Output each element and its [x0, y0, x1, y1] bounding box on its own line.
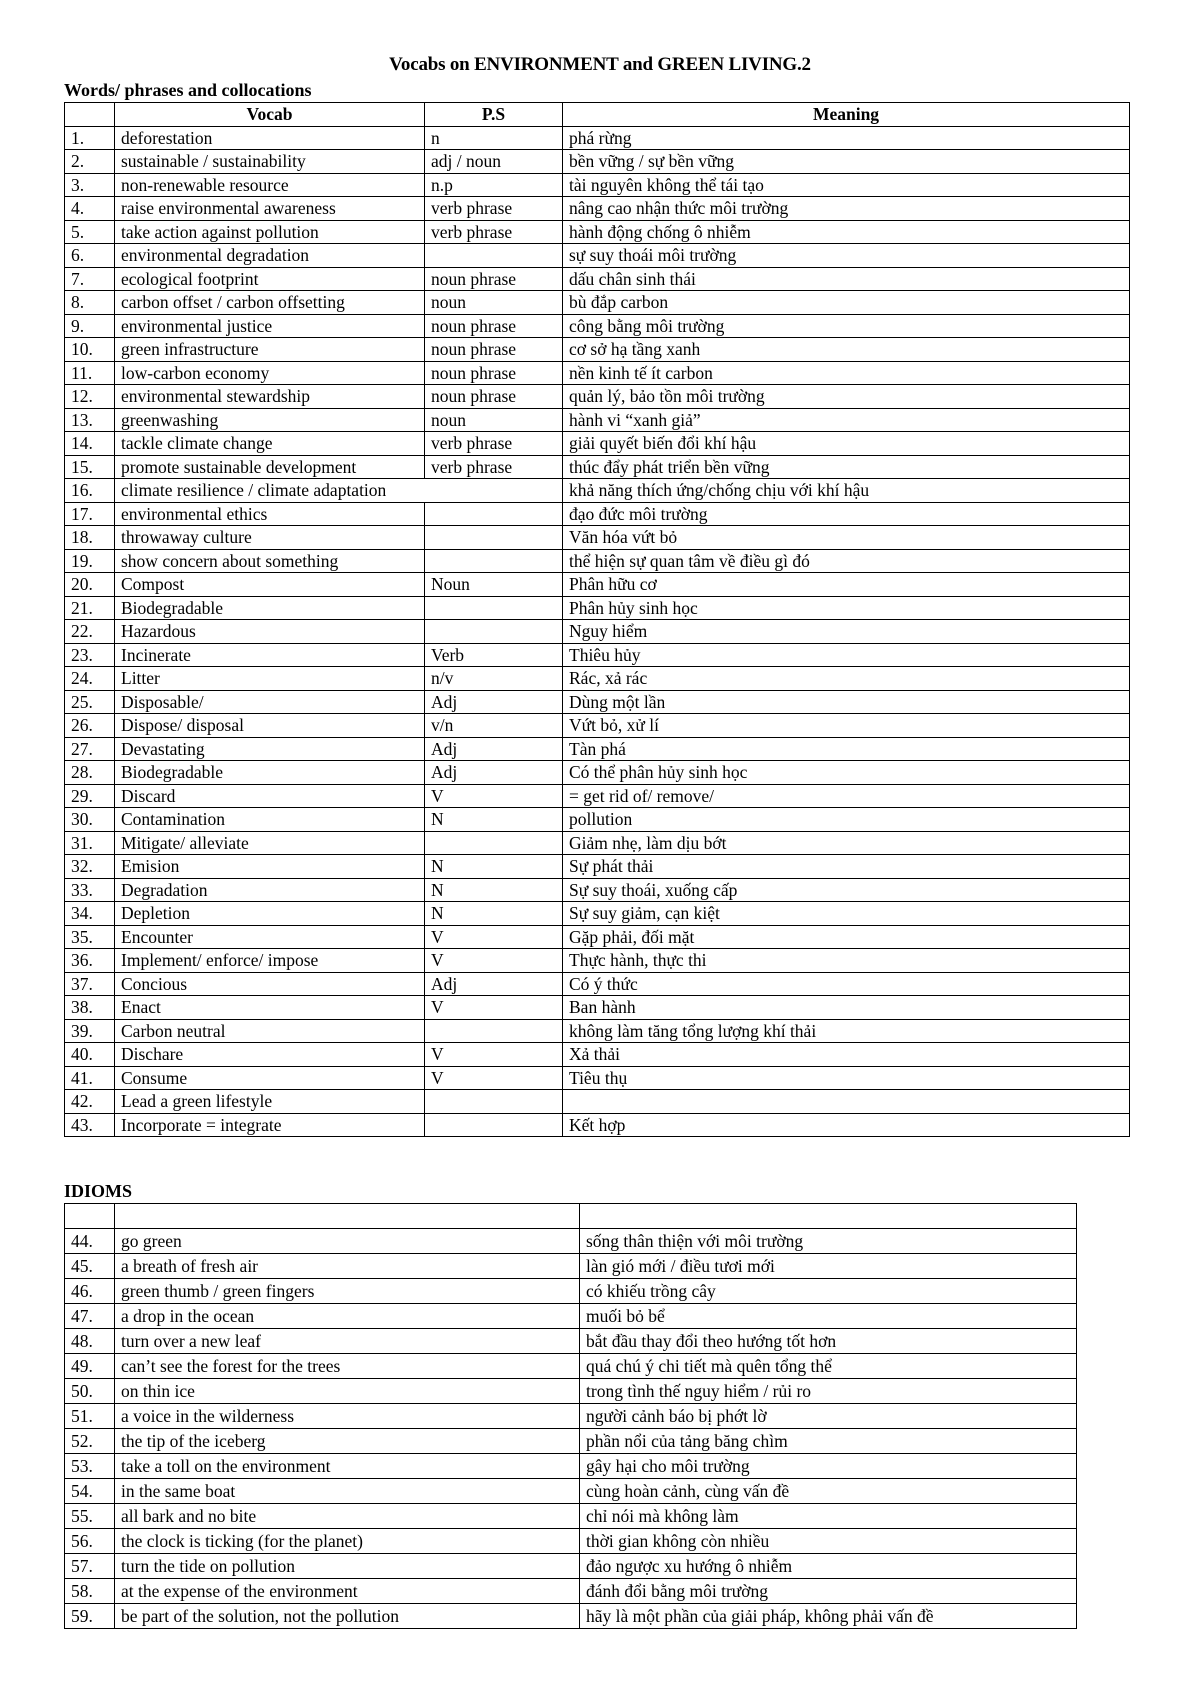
- row-number: 39.: [65, 1019, 115, 1043]
- part-of-speech: verb phrase: [425, 197, 563, 221]
- part-of-speech: [425, 1113, 563, 1137]
- table-row: [65, 126, 1130, 150]
- table-row: [65, 714, 1130, 738]
- table-row: [65, 949, 1130, 973]
- idioms-table: [64, 1203, 1077, 1629]
- idiom-meaning: có khiếu trồng cây: [580, 1279, 1077, 1304]
- table-row: [65, 291, 1130, 315]
- vocab-term: Dischare: [115, 1043, 425, 1067]
- part-of-speech: [425, 549, 563, 573]
- row-number: 38.: [65, 996, 115, 1020]
- vocab-term: Disposable/: [115, 690, 425, 714]
- meaning: hành vi “xanh giả”: [563, 408, 1130, 432]
- part-of-speech: Verb: [425, 643, 563, 667]
- table-row: [65, 1019, 1130, 1043]
- vocab-term: Incorporate = integrate: [115, 1113, 425, 1137]
- row-number: 55.: [65, 1504, 115, 1529]
- row-number: 51.: [65, 1404, 115, 1429]
- part-of-speech: noun phrase: [425, 314, 563, 338]
- row-number: 53.: [65, 1454, 115, 1479]
- part-of-speech: noun: [425, 408, 563, 432]
- table-row: [65, 220, 1130, 244]
- row-number: 24.: [65, 667, 115, 691]
- table-row: [65, 267, 1130, 291]
- vocab-term: Contamination: [115, 808, 425, 832]
- meaning: bù đắp carbon: [563, 291, 1130, 315]
- row-number: 47.: [65, 1304, 115, 1329]
- idiom-meaning: đánh đổi bằng môi trường: [580, 1579, 1077, 1604]
- part-of-speech: V: [425, 1066, 563, 1090]
- part-of-speech: verb phrase: [425, 220, 563, 244]
- idiom: on thin ice: [115, 1379, 580, 1404]
- table-row: [65, 432, 1130, 456]
- part-of-speech: Adj: [425, 690, 563, 714]
- part-of-speech: [425, 596, 563, 620]
- table-row: [65, 197, 1130, 221]
- idiom-meaning: đảo ngược xu hướng ô nhiễm: [580, 1554, 1077, 1579]
- row-number: 10.: [65, 338, 115, 362]
- idiom-meaning: quá chú ý chi tiết mà quên tổng thể: [580, 1354, 1077, 1379]
- meaning: Rác, xả rác: [563, 667, 1130, 691]
- row-number: 42.: [65, 1090, 115, 1114]
- section-heading-idioms: IDIOMS: [64, 1181, 133, 1201]
- row-number: 57.: [65, 1554, 115, 1579]
- part-of-speech: [425, 502, 563, 526]
- vocab-term: green infrastructure: [115, 338, 425, 362]
- meaning: Có thể phân hủy sinh học: [563, 761, 1130, 785]
- row-number: 35.: [65, 925, 115, 949]
- idiom: at the expense of the environment: [115, 1579, 580, 1604]
- vocab-term: climate resilience / climate adaptation: [115, 479, 425, 503]
- idiom-meaning: sống thân thiện với môi trường: [580, 1229, 1077, 1254]
- idiom: green thumb / green fingers: [115, 1279, 580, 1304]
- table-row: [65, 1404, 1077, 1429]
- meaning: công bằng môi trường: [563, 314, 1130, 338]
- header-vocab: Vocab: [115, 103, 425, 127]
- table-row: [65, 902, 1130, 926]
- row-number: 27.: [65, 737, 115, 761]
- table-row: [65, 831, 1130, 855]
- row-number: 8.: [65, 291, 115, 315]
- part-of-speech: noun phrase: [425, 267, 563, 291]
- part-of-speech: N: [425, 855, 563, 879]
- table-row: [65, 855, 1130, 879]
- vocab-term: greenwashing: [115, 408, 425, 432]
- meaning: Giảm nhẹ, làm dịu bớt: [563, 831, 1130, 855]
- table-row: [65, 1329, 1077, 1354]
- header-meaning: Meaning: [563, 103, 1130, 127]
- vocab-term: Incinerate: [115, 643, 425, 667]
- vocab-term: show concern about something: [115, 549, 425, 573]
- vocab-term: Litter: [115, 667, 425, 691]
- part-of-speech: [425, 479, 563, 503]
- row-number: 52.: [65, 1429, 115, 1454]
- meaning: tài nguyên không thể tái tạo: [563, 173, 1130, 197]
- part-of-speech: noun phrase: [425, 361, 563, 385]
- part-of-speech: [425, 1019, 563, 1043]
- table-row: [65, 1043, 1130, 1067]
- row-number: 34.: [65, 902, 115, 926]
- part-of-speech: [425, 620, 563, 644]
- table-row: [65, 996, 1130, 1020]
- row-number: 11.: [65, 361, 115, 385]
- table-row: [65, 1113, 1130, 1137]
- table-row: [65, 1254, 1077, 1279]
- part-of-speech: adj / noun: [425, 150, 563, 174]
- vocab-term: Encounter: [115, 925, 425, 949]
- vocab-term: Emision: [115, 855, 425, 879]
- meaning: Nguy hiểm: [563, 620, 1130, 644]
- part-of-speech: [425, 244, 563, 268]
- row-number: 13.: [65, 408, 115, 432]
- part-of-speech: N: [425, 902, 563, 926]
- part-of-speech: N: [425, 808, 563, 832]
- table-row: [65, 808, 1130, 832]
- row-number: 9.: [65, 314, 115, 338]
- idiom: the clock is ticking (for the planet): [115, 1529, 580, 1554]
- idiom: turn over a new leaf: [115, 1329, 580, 1354]
- vocab-term: Mitigate/ alleviate: [115, 831, 425, 855]
- vocab-term: sustainable / sustainability: [115, 150, 425, 174]
- table-row: [65, 385, 1130, 409]
- row-number: 40.: [65, 1043, 115, 1067]
- row-number: 36.: [65, 949, 115, 973]
- vocab-term: raise environmental awareness: [115, 197, 425, 221]
- vocab-term: environmental stewardship: [115, 385, 425, 409]
- row-number: 30.: [65, 808, 115, 832]
- table-row: [65, 1379, 1077, 1404]
- table-row: [65, 1066, 1130, 1090]
- table-row: [65, 1554, 1077, 1579]
- part-of-speech: Adj: [425, 761, 563, 785]
- row-number: 43.: [65, 1113, 115, 1137]
- page-title: Vocabs on ENVIRONMENT and GREEN LIVING.2: [389, 54, 811, 75]
- row-number: 12.: [65, 385, 115, 409]
- row-number: 18.: [65, 526, 115, 550]
- row-number: 20.: [65, 573, 115, 597]
- meaning: quản lý, bảo tồn môi trường: [563, 385, 1130, 409]
- meaning: Thực hành, thực thi: [563, 949, 1130, 973]
- table-row: [65, 361, 1130, 385]
- meaning: Sự suy giảm, cạn kiệt: [563, 902, 1130, 926]
- idiom-meaning: gây hại cho môi trường: [580, 1454, 1077, 1479]
- part-of-speech: [425, 1090, 563, 1114]
- idiom: a breath of fresh air: [115, 1254, 580, 1279]
- idioms-blank-row: [65, 1204, 1077, 1229]
- table-row: [65, 408, 1130, 432]
- meaning: không làm tăng tổng lượng khí thải: [563, 1019, 1130, 1043]
- row-number: 29.: [65, 784, 115, 808]
- table-row: [65, 573, 1130, 597]
- vocab-term: tackle climate change: [115, 432, 425, 456]
- part-of-speech: noun phrase: [425, 338, 563, 362]
- row-number: 41.: [65, 1066, 115, 1090]
- row-number: 23.: [65, 643, 115, 667]
- vocab-term: Degradation: [115, 878, 425, 902]
- idiom: can’t see the forest for the trees: [115, 1354, 580, 1379]
- meaning: phá rừng: [563, 126, 1130, 150]
- vocab-term: Dispose/ disposal: [115, 714, 425, 738]
- meaning: [563, 1090, 1130, 1114]
- idiom-meaning: muối bỏ bể: [580, 1304, 1077, 1329]
- row-number: 4.: [65, 197, 115, 221]
- row-number: 25.: [65, 690, 115, 714]
- part-of-speech: [425, 526, 563, 550]
- meaning: Thiêu hủy: [563, 643, 1130, 667]
- table-row: [65, 479, 1130, 503]
- meaning: Văn hóa vứt bỏ: [563, 526, 1130, 550]
- meaning: giải quyết biến đổi khí hậu: [563, 432, 1130, 456]
- table-row: [65, 1354, 1077, 1379]
- table-row: [65, 502, 1130, 526]
- idiom: all bark and no bite: [115, 1504, 580, 1529]
- part-of-speech: v/n: [425, 714, 563, 738]
- part-of-speech: Adj: [425, 972, 563, 996]
- row-number: 37.: [65, 972, 115, 996]
- row-number: 2.: [65, 150, 115, 174]
- row-number: 48.: [65, 1329, 115, 1354]
- vocab-term: Concious: [115, 972, 425, 996]
- vocab-term: Devastating: [115, 737, 425, 761]
- vocab-term: take action against pollution: [115, 220, 425, 244]
- part-of-speech: V: [425, 1043, 563, 1067]
- row-number: 16.: [65, 479, 115, 503]
- table-row: [65, 1454, 1077, 1479]
- table-row: [65, 244, 1130, 268]
- meaning: khả năng thích ứng/chống chịu với khí hậu: [563, 479, 1130, 503]
- row-number: 58.: [65, 1579, 115, 1604]
- part-of-speech: noun phrase: [425, 385, 563, 409]
- meaning: dấu chân sinh thái: [563, 267, 1130, 291]
- part-of-speech: V: [425, 925, 563, 949]
- meaning: Tàn phá: [563, 737, 1130, 761]
- meaning: bền vững / sự bền vững: [563, 150, 1130, 174]
- row-number: 56.: [65, 1529, 115, 1554]
- idiom-meaning: bắt đầu thay đổi theo hướng tốt hơn: [580, 1329, 1077, 1354]
- vocab-term: carbon offset / carbon offsetting: [115, 291, 425, 315]
- table-row: [65, 737, 1130, 761]
- row-number: 15.: [65, 455, 115, 479]
- vocab-term: deforestation: [115, 126, 425, 150]
- row-number: 21.: [65, 596, 115, 620]
- vocab-term: non-renewable resource: [115, 173, 425, 197]
- row-number: 33.: [65, 878, 115, 902]
- meaning: Phân hủy sinh học: [563, 596, 1130, 620]
- row-number: 49.: [65, 1354, 115, 1379]
- row-number: 45.: [65, 1254, 115, 1279]
- meaning: Có ý thức: [563, 972, 1130, 996]
- idiom: a drop in the ocean: [115, 1304, 580, 1329]
- part-of-speech: N: [425, 878, 563, 902]
- meaning: nền kinh tế ít carbon: [563, 361, 1130, 385]
- meaning: cơ sở hạ tầng xanh: [563, 338, 1130, 362]
- row-number: 5.: [65, 220, 115, 244]
- idiom: be part of the solution, not the pollution: [115, 1604, 580, 1629]
- row-number: 32.: [65, 855, 115, 879]
- row-number: 1.: [65, 126, 115, 150]
- table-row: [65, 1479, 1077, 1504]
- part-of-speech: V: [425, 784, 563, 808]
- row-number: 17.: [65, 502, 115, 526]
- vocab-term: Biodegradable: [115, 761, 425, 785]
- part-of-speech: Adj: [425, 737, 563, 761]
- idiom-meaning: thời gian không còn nhiều: [580, 1529, 1077, 1554]
- idiom: the tip of the iceberg: [115, 1429, 580, 1454]
- meaning: = get rid of/ remove/: [563, 784, 1130, 808]
- vocab-term: Biodegradable: [115, 596, 425, 620]
- header-ps: P.S: [425, 103, 563, 127]
- part-of-speech: n: [425, 126, 563, 150]
- meaning: pollution: [563, 808, 1130, 832]
- table-row: [65, 620, 1130, 644]
- part-of-speech: noun: [425, 291, 563, 315]
- idiom: take a toll on the environment: [115, 1454, 580, 1479]
- table-row: [65, 526, 1130, 550]
- vocab-term: promote sustainable development: [115, 455, 425, 479]
- vocab-term: Discard: [115, 784, 425, 808]
- vocab-header-row: [65, 103, 1130, 127]
- row-number: 19.: [65, 549, 115, 573]
- part-of-speech: Noun: [425, 573, 563, 597]
- meaning: thể hiện sự quan tâm về điều gì đó: [563, 549, 1130, 573]
- idiom-meaning: chỉ nói mà không làm: [580, 1504, 1077, 1529]
- vocab-term: Carbon neutral: [115, 1019, 425, 1043]
- table-row: [65, 1090, 1130, 1114]
- vocab-term: environmental justice: [115, 314, 425, 338]
- table-row: [65, 1604, 1077, 1629]
- header-number: [65, 103, 115, 127]
- vocab-term: Compost: [115, 573, 425, 597]
- idiom: a voice in the wilderness: [115, 1404, 580, 1429]
- row-number: 6.: [65, 244, 115, 268]
- idiom: in the same boat: [115, 1479, 580, 1504]
- section-heading-words: Words/ phrases and collocations: [64, 80, 312, 100]
- row-number: 14.: [65, 432, 115, 456]
- table-row: [65, 549, 1130, 573]
- meaning: sự suy thoái môi trường: [563, 244, 1130, 268]
- table-row: [65, 314, 1130, 338]
- meaning: Xả thải: [563, 1043, 1130, 1067]
- table-row: [65, 1304, 1077, 1329]
- table-row: [65, 150, 1130, 174]
- table-row: [65, 1504, 1077, 1529]
- idiom-meaning: hãy là một phần của giải pháp, không phải vấn đề: [580, 1604, 1077, 1629]
- vocab-term: Hazardous: [115, 620, 425, 644]
- table-row: [65, 173, 1130, 197]
- table-row: [65, 878, 1130, 902]
- meaning: Phân hữu cơ: [563, 573, 1130, 597]
- row-number: 22.: [65, 620, 115, 644]
- part-of-speech: n.p: [425, 173, 563, 197]
- meaning: thúc đẩy phát triển bền vững: [563, 455, 1130, 479]
- table-row: [65, 338, 1130, 362]
- row-number: 54.: [65, 1479, 115, 1504]
- table-row: [65, 1229, 1077, 1254]
- vocab-term: Lead a green lifestyle: [115, 1090, 425, 1114]
- meaning: Sự suy thoái, xuống cấp: [563, 878, 1130, 902]
- row-number: 7.: [65, 267, 115, 291]
- part-of-speech: verb phrase: [425, 432, 563, 456]
- table-row: [65, 1529, 1077, 1554]
- table-row: [65, 596, 1130, 620]
- row-number: 28.: [65, 761, 115, 785]
- vocab-term: Enact: [115, 996, 425, 1020]
- vocab-term: low-carbon economy: [115, 361, 425, 385]
- meaning: Gặp phải, đối mặt: [563, 925, 1130, 949]
- table-row: [65, 667, 1130, 691]
- vocab-term: Implement/ enforce/ impose: [115, 949, 425, 973]
- table-row: [65, 761, 1130, 785]
- part-of-speech: [425, 831, 563, 855]
- row-number: 59.: [65, 1604, 115, 1629]
- row-number: 31.: [65, 831, 115, 855]
- row-number: 44.: [65, 1229, 115, 1254]
- part-of-speech: V: [425, 949, 563, 973]
- vocab-term: environmental ethics: [115, 502, 425, 526]
- table-row: [65, 1429, 1077, 1454]
- table-row: [65, 972, 1130, 996]
- idiom: turn the tide on pollution: [115, 1554, 580, 1579]
- vocab-term: environmental degradation: [115, 244, 425, 268]
- vocab-term: Consume: [115, 1066, 425, 1090]
- table-row: [65, 925, 1130, 949]
- meaning: nâng cao nhận thức môi trường: [563, 197, 1130, 221]
- idiom-meaning: làn gió mới / điều tươi mới: [580, 1254, 1077, 1279]
- idiom-meaning: phần nổi của tảng băng chìm: [580, 1429, 1077, 1454]
- row-number: 26.: [65, 714, 115, 738]
- row-number: 50.: [65, 1379, 115, 1404]
- table-row: [65, 455, 1130, 479]
- idiom: go green: [115, 1229, 580, 1254]
- row-number: 3.: [65, 173, 115, 197]
- table-row: [65, 643, 1130, 667]
- row-number: 46.: [65, 1279, 115, 1304]
- meaning: hành động chống ô nhiễm: [563, 220, 1130, 244]
- table-row: [65, 784, 1130, 808]
- meaning: Sự phát thải: [563, 855, 1130, 879]
- meaning: Dùng một lần: [563, 690, 1130, 714]
- vocab-term: Depletion: [115, 902, 425, 926]
- meaning: Kết hợp: [563, 1113, 1130, 1137]
- meaning: Ban hành: [563, 996, 1130, 1020]
- idiom-meaning: người cảnh báo bị phớt lờ: [580, 1404, 1077, 1429]
- meaning: Tiêu thụ: [563, 1066, 1130, 1090]
- vocab-term: ecological footprint: [115, 267, 425, 291]
- table-row: [65, 1579, 1077, 1604]
- table-row: [65, 690, 1130, 714]
- idiom-meaning: cùng hoàn cảnh, cùng vấn đề: [580, 1479, 1077, 1504]
- vocab-term: throwaway culture: [115, 526, 425, 550]
- meaning: Vứt bỏ, xử lí: [563, 714, 1130, 738]
- idiom-meaning: trong tình thế nguy hiểm / rủi ro: [580, 1379, 1077, 1404]
- part-of-speech: n/v: [425, 667, 563, 691]
- meaning: đạo đức môi trường: [563, 502, 1130, 526]
- vocab-table: [64, 102, 1130, 1137]
- part-of-speech: verb phrase: [425, 455, 563, 479]
- part-of-speech: V: [425, 996, 563, 1020]
- table-row: [65, 1279, 1077, 1304]
